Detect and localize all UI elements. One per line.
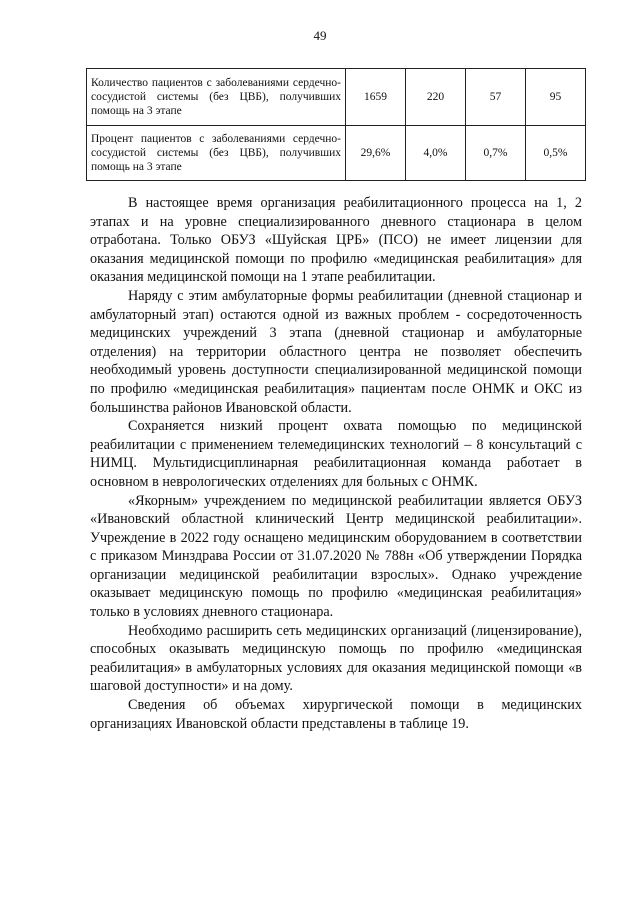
table-cell: 4,0% xyxy=(406,126,466,181)
data-table xyxy=(86,68,586,181)
table-cell: 95 xyxy=(526,69,586,126)
table-row xyxy=(87,69,586,126)
paragraph: Наряду с этим амбулаторные формы реабилитации (дневной стационар и амбулаторный этап) остаются одной из важных проблем - сосредоточенность медицинских учреждений 3 этапа (дневной стационар и амбулаторные отделения) на территории областного центра не позволяет обеспечить необходимый уровень доступности специализированной медицинской помощи по профилю «медицинская реабилитация» пациентам после ОНМК и ОКС из большинства районов Ивановской области. xyxy=(90,287,582,416)
paragraph: Сведения об объемах хирургической помощи в медицинских организациях Ивановской области представлены в таблице 19. xyxy=(90,697,582,732)
page-number: 49 xyxy=(313,28,327,43)
table-row-label: Количество пациентов с заболеваниями сердечно-сосудистой системы (без ЦВБ), получивших помощь на 3 этапе xyxy=(87,69,346,126)
table-cell: 220 xyxy=(406,69,466,126)
table-cell: 0,7% xyxy=(466,126,526,181)
paragraph: Необходимо расширить сеть медицинских организаций (лицензирование), способных оказывать медицинскую помощь по профилю «медицинская реабилитация» в амбулаторных условиях для оказания медицинской помощи «в шаговой доступности» и на дому. xyxy=(90,622,582,695)
body-text xyxy=(90,194,582,733)
table-cell: 29,6% xyxy=(346,126,406,181)
table-cell: 57 xyxy=(466,69,526,126)
paragraph: В настоящее время организация реабилитационного процесса на 1, 2 этапах и на уровне специализированного дневного стационара в целом отработана. Только ОБУЗ «Шуйская ЦРБ» (ПСО) не имеет лицензии для оказания медицинской помощи по профилю «медицинская реабилитация» для оказания медицинской помощи на 1 этапе реабилитации. xyxy=(90,195,582,286)
table-row-label: Процент пациентов с заболеваниями сердечно-сосудистой системы (без ЦВБ), получивших помощь на 3 этапе xyxy=(87,126,346,181)
table-cell: 1659 xyxy=(346,69,406,126)
table-cell: 0,5% xyxy=(526,126,586,181)
paragraph: Сохраняется низкий процент охвата помощью по медицинской реабилитации с применением телемедицинских технологий – 8 консультаций с НИМЦ. Мультидисциплинарная реабилитационная команда работает в основном в неврологических отделениях для больных с ОНМК. xyxy=(90,418,582,490)
paragraph: «Якорным» учреждением по медицинской реабилитации является ОБУЗ «Ивановский областной клинический Центр медицинской реабилитации». Учреждение в 2022 году оснащено медицинским оборудованием в соответствии с приказом Минздрава России от 31.07.2020 № 788н «Об утверждении Порядка организации медицинской реабилитации взрослых». Однако учреждение оказывает медицинскую помощь по профилю «медицинская реабилитация» только в условиях дневного стационара. xyxy=(90,492,582,621)
table-row xyxy=(87,126,586,181)
